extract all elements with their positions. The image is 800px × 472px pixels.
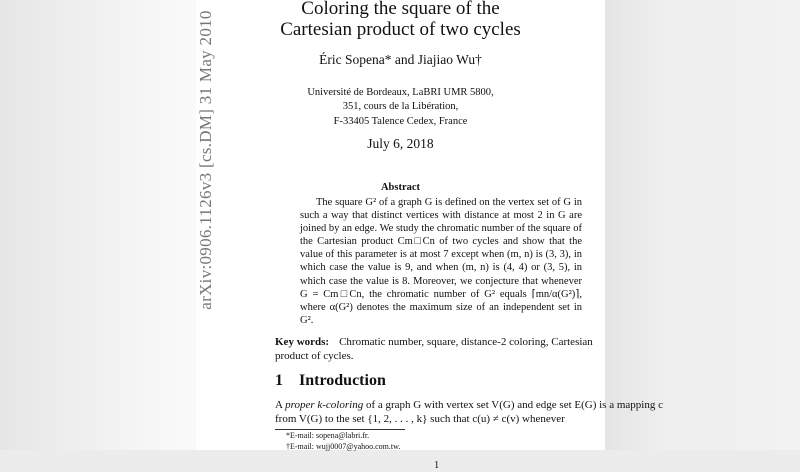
background-left <box>0 0 196 450</box>
footnote-rule <box>275 429 405 430</box>
affiliation-line-2: 351, cours de la Libération, <box>342 101 459 112</box>
intro-emphasis: proper k-coloring <box>285 398 364 411</box>
authors: Éric Sopena* and Jiajiao Wu† <box>319 52 482 67</box>
paper-title-line-1: Coloring the square of the <box>301 0 500 19</box>
affiliation-line-1: Université de Bordeaux, LaBRI UMR 5800, <box>307 87 494 98</box>
intro-text-a: A <box>275 398 286 411</box>
keywords-label: Key words: <box>275 335 330 348</box>
intro-text-b: of a graph G with vertex set V(G) and edge set E(G) is a mapping c from V(G) to the set {1, 2, . . . , k} such that c(u) ≠ c(v) whenever <box>275 398 663 425</box>
keywords-text: Chromatic number, square, distance-2 coloring, Cartesian product of cycles. <box>275 335 593 362</box>
section-heading <box>275 371 675 391</box>
page-number: 1 <box>434 459 440 471</box>
keywords <box>275 335 620 363</box>
affiliation-line-3: F-33405 Talence Cedex, France <box>333 116 468 127</box>
body-flow <box>275 196 675 472</box>
document-page <box>196 0 663 471</box>
abstract-heading: Abstract <box>380 182 421 193</box>
paper-title-line-2: Cartesian product of two cycles <box>280 19 521 40</box>
footnote-1: *E-mail: sopena@labri.fr. <box>286 430 370 440</box>
section-number: 1 <box>275 371 283 389</box>
abstract-text: The square G² of a graph G is defined on the vertex set of G in such a way that distinct vertices with distance at most 2 in G are joined by an edge. We study the chromatic number of the square of the Cartesian product Cm□Cn of two cycles and show that the value of this parameter is at most 7 except when (m, n) is (3, 3), in which case the value is 9, and when (m, n) is (4, 4) or (3, 5), in which case the value is 8. Moreover, we conjecture that whenever G = Cm□Cn, the chromatic number of G² equals ⌈mn/α(G²)⌉, where α(G²) denotes the maximum size of an independent set in G². <box>300 197 582 326</box>
intro-paragraph <box>275 398 667 426</box>
section-title: Introduction <box>299 371 386 389</box>
date: July 6, 2018 <box>367 136 434 151</box>
footnote-2: †E-mail: wujj0007@yahoo.com.tw. <box>286 441 401 451</box>
arxiv-stamp: arXiv:0906.1126v3 [cs.DM] 31 May 2010 <box>196 10 215 310</box>
